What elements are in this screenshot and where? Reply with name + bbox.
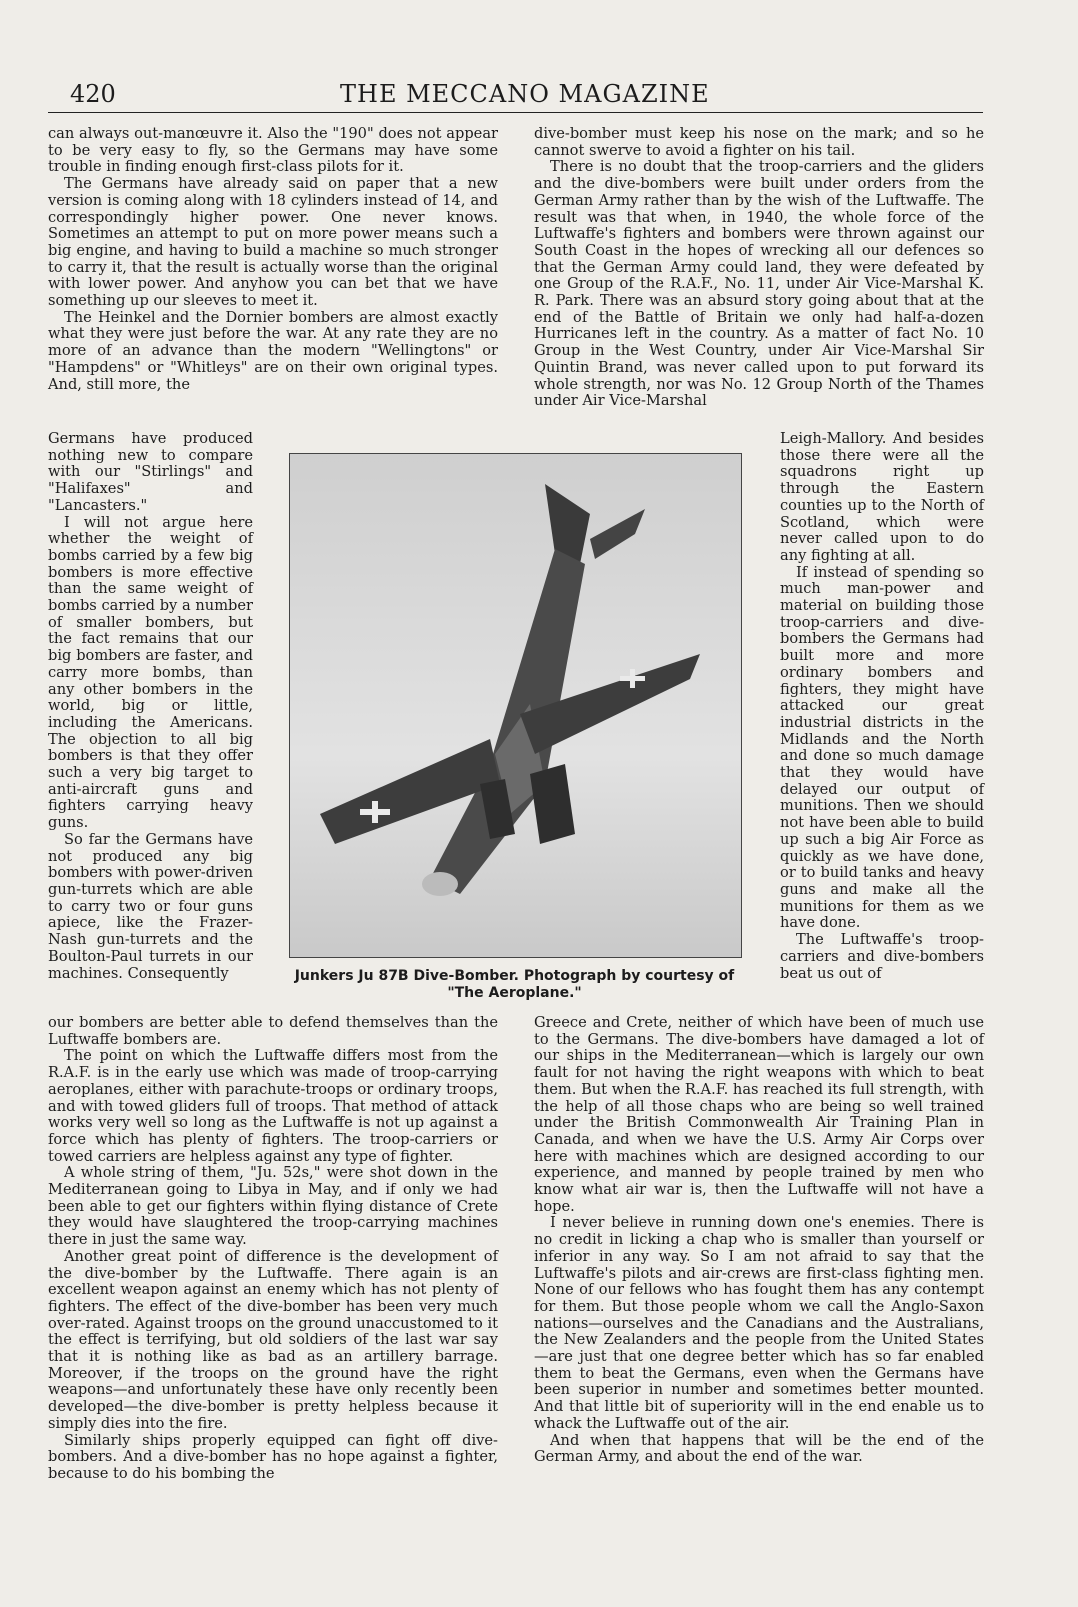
header-rule (48, 112, 983, 113)
left-column-top (48, 126, 498, 393)
paragraph: The Heinkel and the Dornier bombers are almost exactly what they were just before the war. At any rate they are no more of an advance than the modern "Wellingtons" or "Hampdens" or "Whitleys" are on their own original types. And, still more, the (48, 308, 498, 393)
right-column-narrow (780, 431, 984, 982)
paragraph: Similarly ships properly equipped can fight off dive-bombers. And a dive-bomber has no hope against a fighter, because to do his bombing the (48, 1431, 498, 1482)
paragraph: can always out-manœuvre it. Also the "190" does not appear to be very easy to fly, so the Germans may have some trouble in finding enough first-class pilots for it. (48, 125, 498, 176)
paragraph: I never believe in running down one's enemies. There is no credit in licking a chap who is smaller than yourself or inferior in any way. So I am not afraid to say that the Luftwaffe's pilots and air-crews are first-class fighting men. None of our fellows who has fought them has any contempt for them. But those people whom we call the Anglo-Saxon nations—ourselves and the Canadians and the Australians, the New Zealanders and the people from the United States—are just that one degree better which has so far enabled them to beat the Germans, even when the Germans have been superior in number and sometimes better mounted. And that little bit of superiority will in the end enable us to whack the Luftwaffe out of the air. (534, 1214, 984, 1432)
paragraph: Another great point of difference is the development of the dive-bomber by the Luftwaffe. There again is an excellent weapon against an enemy which has not plenty of fighters. The effect of the dive-bomber has been very much over-rated. Against troops on the ground unaccustomed to it the effect is terrifying, but old soldiers of the last war say that it is nothing like as bad as an artillery barrage. Moreover, if the troops on the ground have the right weapons—and unfortunately these have only recently been developed—the dive-bomber is pretty helpless because it simply dies into the fire. (48, 1247, 498, 1432)
photo-junkers-dive-bomber (289, 453, 742, 958)
paragraph: The Luftwaffe's troop-carriers and dive-bombers beat us out of (780, 931, 984, 982)
paragraph: Germans have produced nothing new to compare with our "Stirlings" and "Halifaxes" and "Lancasters." (48, 430, 253, 514)
paragraph: If instead of spending so much man-power and material on building those troop-carriers and dive-bombers the Germans had built more and more ordinary bombers and fighters, they might have attacked our great industrial districts in the Midlands and the North and done so much damage that they would have delayed our output of munitions. Then we should not have been able to build up such a big Air Force as quickly as we have done, or to build tanks and heavy guns and make all the munitions for them as we have done. (780, 563, 984, 932)
paragraph: A whole string of them, "Ju. 52s," were shot down in the Mediterranean going to Libya in May, and if only we had been able to get our fighters within flying distance of Crete they would have slaughtered the troop-carrying machines there in just the same way. (48, 1164, 498, 1249)
paragraph: our bombers are better able to defend themselves than the Luftwaffe bombers are. (48, 1014, 498, 1048)
magazine-title: THE MECCANO MAGAZINE (340, 80, 710, 108)
paragraph: The point on which the Luftwaffe differs most from the R.A.F. is in the early use which was made of troop-carrying aeroplanes, either with parachute-troops or ordinary troops, and with towed gliders full of troops. That method of attack works very well so long as the Luftwaffe is not up against a force which has plenty of fighters. The troop-carriers or towed carriers are helpless against any type of fighter. (48, 1047, 498, 1165)
right-column-bottom (534, 1015, 984, 1466)
figure-caption: Junkers Ju 87B Dive-Bomber. Photograph by courtesy of "The Aeroplane." (294, 968, 735, 1001)
left-column-bottom (48, 1015, 498, 1483)
aircraft-illustration (290, 454, 741, 957)
paragraph: So far the Germans have not produced any big bombers with power-driven gun-turrets which are able to carry two or four guns apiece, like the Frazer-Nash gun-turrets and the Boulton-Paul turrets in our machines. Consequently (48, 830, 253, 982)
page-number: 420 (70, 80, 116, 108)
paragraph: dive-bomber must keep his nose on the mark; and so he cannot swerve to avoid a fighter on his tail. (534, 125, 984, 159)
right-column-top (534, 126, 984, 410)
paragraph: And when that happens that will be the end of the German Army, and about the end of the war. (534, 1431, 984, 1466)
left-column-narrow (48, 431, 253, 982)
paragraph: There is no doubt that the troop-carriers and the gliders and the dive-bombers were built under orders from the German Army rather than by the wish of the Luftwaffe. The result was that when, in 1940, the whole force of the Luftwaffe's fighters and bombers were thrown against our South Coast in the hopes of wrecking all our defences so that the German Army could land, they were defeated by one Group of the R.A.F., No. 11, under Air Vice-Marshal K. R. Park. There was an absurd story going about that at the end of the Battle of Britain we only had half-a-dozen Hurricanes left in the country. As a matter of fact No. 10 Group in the West Country, under Air Vice-Marshal Sir Quintin Brand, was never called upon to put forward its whole strength, nor was No. 12 Group North of the Thames under Air Vice-Marshal (534, 158, 984, 410)
paragraph: I will not argue here whether the weight of bombs carried by a few big bombers is more effective than the same weight of bombs carried by a number of smaller bombers, but the fact remains that our big bombers are faster, and carry more bombs, than any other bombers in the world, big or little, including the Americans. The objection to all big bombers is that they offer such a very big target to anti-aircraft guns and fighters carrying heavy guns. (48, 513, 253, 832)
paragraph: The Germans have already said on paper that a new version is coming along with 18 cylinders instead of 14, and correspondingly higher power. One never knows. Sometimes an attempt to put on more power means such a big engine, and having to build a machine so much stronger to carry it, that the result is actually worse than the original with lower power. And anyhow you can bet that we have something up our sleeves to meet it. (48, 175, 498, 310)
paragraph: Greece and Crete, neither of which have been of much use to the Germans. The dive-bombers have damaged a lot of our ships in the Mediterranean—which is largely our own fault for not having the right weapons with which to beat them. But when the R.A.F. has reached its full strength, with the help of all those chaps who are being so well trained under the British Commonwealth Air Training Plan in Canada, and when we have the U.S. Army Air Corps over here with machines which are designed according to our experience, and manned by people trained by men who know what air war is, then the Luftwaffe will not have a hope. (534, 1014, 984, 1215)
paragraph: Leigh-Mallory. And besides those there were all the squadrons right up through the Eastern counties up to the North of Scotland, which were never called upon to do any fighting at all. (780, 430, 984, 564)
